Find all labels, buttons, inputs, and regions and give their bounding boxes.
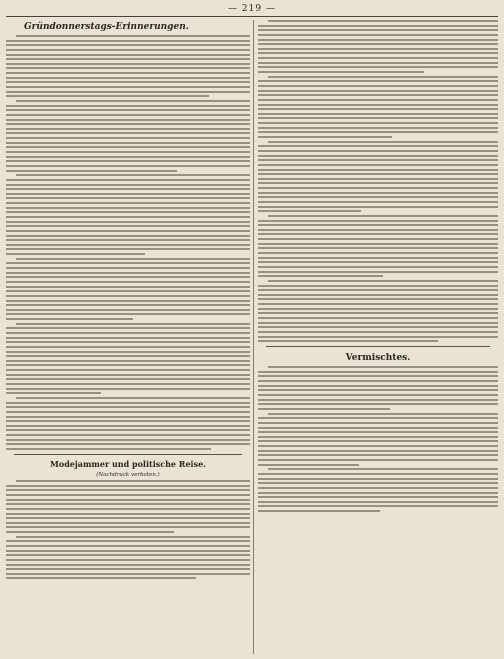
text-line bbox=[258, 496, 498, 498]
text-line bbox=[258, 238, 498, 240]
left-column bbox=[6, 20, 250, 582]
text-line bbox=[258, 289, 498, 291]
text-line bbox=[6, 207, 250, 209]
text-line bbox=[258, 285, 498, 287]
text-line bbox=[268, 141, 498, 143]
text-line bbox=[258, 182, 498, 184]
text-line bbox=[6, 360, 250, 362]
text-line bbox=[6, 411, 250, 413]
text-line bbox=[6, 239, 250, 241]
text-line bbox=[6, 499, 250, 501]
text-line bbox=[16, 258, 250, 260]
text-line bbox=[258, 436, 498, 438]
text-line bbox=[268, 215, 498, 217]
text-line bbox=[6, 54, 250, 56]
text-line bbox=[6, 554, 250, 556]
text-line bbox=[258, 326, 498, 328]
text-line bbox=[268, 413, 498, 415]
right-column bbox=[258, 20, 498, 515]
text-line bbox=[258, 243, 498, 245]
text-line bbox=[6, 485, 250, 487]
text-line bbox=[6, 202, 250, 204]
text-line bbox=[6, 341, 250, 343]
text-line bbox=[6, 156, 250, 158]
text-line bbox=[6, 146, 250, 148]
text-line bbox=[258, 266, 498, 268]
text-line bbox=[6, 439, 250, 441]
text-line bbox=[258, 417, 498, 419]
text-line bbox=[258, 169, 498, 171]
paragraph bbox=[6, 397, 250, 450]
text-line bbox=[258, 66, 498, 68]
text-line bbox=[6, 531, 174, 533]
text-line bbox=[16, 100, 250, 102]
text-line bbox=[258, 454, 498, 456]
text-line bbox=[268, 468, 498, 470]
text-line bbox=[6, 142, 250, 144]
text-line bbox=[6, 429, 250, 431]
text-line bbox=[258, 48, 498, 50]
paragraph bbox=[258, 468, 498, 512]
text-line bbox=[258, 322, 498, 324]
text-line bbox=[258, 155, 498, 157]
text-line bbox=[258, 450, 498, 452]
text-line bbox=[6, 332, 250, 334]
text-line bbox=[6, 184, 250, 186]
text-line bbox=[258, 113, 498, 115]
text-line bbox=[258, 473, 498, 475]
text-line bbox=[6, 318, 133, 320]
text-line bbox=[258, 117, 498, 119]
text-line bbox=[6, 137, 250, 139]
text-line bbox=[6, 179, 250, 181]
text-line bbox=[6, 262, 250, 264]
text-line bbox=[258, 192, 498, 194]
text-line bbox=[258, 220, 498, 222]
text-line bbox=[6, 281, 250, 283]
article-separator bbox=[14, 454, 242, 455]
text-line bbox=[258, 104, 498, 106]
text-line bbox=[6, 406, 250, 408]
text-line bbox=[258, 331, 498, 333]
text-line bbox=[6, 86, 250, 88]
text-line bbox=[258, 422, 498, 424]
text-line bbox=[6, 63, 250, 65]
article-body-continued bbox=[258, 20, 498, 342]
text-line bbox=[258, 385, 498, 387]
text-line bbox=[258, 501, 498, 503]
text-line bbox=[6, 77, 250, 79]
text-line bbox=[6, 300, 250, 302]
text-line bbox=[258, 459, 498, 461]
paragraph bbox=[258, 215, 498, 277]
text-line bbox=[6, 508, 250, 510]
text-line bbox=[6, 494, 250, 496]
text-line bbox=[6, 425, 250, 427]
text-line bbox=[6, 114, 250, 116]
text-line bbox=[258, 487, 498, 489]
text-line bbox=[6, 313, 250, 315]
text-line bbox=[16, 323, 250, 325]
text-line bbox=[6, 364, 250, 366]
text-line bbox=[6, 95, 209, 97]
text-line bbox=[6, 286, 250, 288]
text-line bbox=[258, 431, 498, 433]
text-line bbox=[6, 526, 250, 528]
text-line bbox=[6, 517, 250, 519]
paragraph bbox=[258, 141, 498, 213]
paragraph bbox=[258, 20, 498, 73]
text-line bbox=[268, 20, 498, 22]
article-body-gruendonnerstag bbox=[6, 35, 250, 450]
text-line bbox=[6, 211, 250, 213]
text-line bbox=[6, 132, 250, 134]
text-line bbox=[6, 188, 250, 190]
text-line bbox=[258, 257, 498, 259]
text-line bbox=[258, 340, 438, 342]
text-line bbox=[6, 119, 250, 121]
text-line bbox=[6, 72, 250, 74]
text-line bbox=[258, 394, 498, 396]
text-line bbox=[258, 371, 498, 373]
text-line bbox=[258, 85, 498, 87]
paragraph bbox=[6, 480, 250, 533]
text-line bbox=[6, 128, 250, 130]
text-line bbox=[258, 492, 498, 494]
text-line bbox=[258, 308, 498, 310]
paragraph bbox=[6, 100, 250, 172]
text-line bbox=[258, 224, 498, 226]
section-body-vermischtes bbox=[258, 366, 498, 512]
article-body-modejammer bbox=[6, 480, 250, 579]
text-line bbox=[258, 29, 498, 31]
text-line bbox=[6, 503, 250, 505]
text-line bbox=[16, 397, 250, 399]
text-line bbox=[258, 206, 498, 208]
text-line bbox=[6, 540, 250, 542]
text-line bbox=[6, 443, 250, 445]
text-line bbox=[258, 196, 498, 198]
text-line bbox=[6, 193, 250, 195]
text-line bbox=[258, 510, 380, 512]
text-line bbox=[258, 39, 498, 41]
text-line bbox=[258, 312, 498, 314]
text-line bbox=[258, 275, 383, 277]
text-line bbox=[258, 298, 498, 300]
text-line bbox=[258, 399, 498, 401]
text-line bbox=[6, 221, 250, 223]
text-line bbox=[268, 366, 498, 368]
text-line bbox=[6, 573, 250, 575]
text-line bbox=[258, 99, 498, 101]
text-line bbox=[268, 280, 498, 282]
text-line bbox=[258, 94, 498, 96]
text-line bbox=[258, 294, 498, 296]
text-line bbox=[6, 160, 250, 162]
text-line bbox=[6, 545, 250, 547]
text-line bbox=[6, 420, 250, 422]
text-line bbox=[16, 174, 250, 176]
text-line bbox=[6, 123, 250, 125]
text-line bbox=[6, 165, 250, 167]
text-line bbox=[6, 49, 250, 51]
text-line bbox=[6, 91, 250, 93]
text-line bbox=[6, 448, 211, 450]
text-line bbox=[6, 225, 250, 227]
text-line bbox=[6, 559, 250, 561]
text-line bbox=[6, 276, 250, 278]
text-line bbox=[6, 374, 250, 376]
text-line bbox=[258, 375, 498, 377]
text-line bbox=[6, 351, 250, 353]
text-line bbox=[16, 536, 250, 538]
text-line bbox=[258, 145, 498, 147]
text-line bbox=[258, 427, 498, 429]
paragraph bbox=[6, 258, 250, 320]
text-line bbox=[6, 392, 101, 394]
text-line bbox=[6, 383, 250, 385]
paragraph bbox=[258, 76, 498, 138]
text-line bbox=[6, 81, 250, 83]
text-line bbox=[6, 355, 250, 357]
text-line bbox=[6, 434, 250, 436]
page-number: — 219 — bbox=[228, 4, 276, 14]
text-line bbox=[6, 489, 250, 491]
text-line bbox=[258, 229, 498, 231]
text-line bbox=[6, 550, 250, 552]
text-line bbox=[258, 187, 498, 189]
text-line bbox=[16, 35, 250, 37]
text-line bbox=[258, 271, 498, 273]
text-line bbox=[258, 464, 359, 466]
text-line bbox=[258, 482, 498, 484]
text-line bbox=[258, 380, 498, 382]
text-line bbox=[6, 577, 196, 579]
text-line bbox=[6, 235, 250, 237]
text-line bbox=[6, 416, 250, 418]
text-line bbox=[258, 43, 498, 45]
text-line bbox=[258, 201, 498, 203]
text-line bbox=[6, 304, 250, 306]
text-line bbox=[258, 317, 498, 319]
text-line bbox=[258, 252, 498, 254]
section-heading-vermischtes: Vermischtes. bbox=[345, 353, 411, 364]
text-line bbox=[258, 108, 498, 110]
text-line bbox=[258, 247, 498, 249]
text-line bbox=[6, 109, 250, 111]
paragraph bbox=[6, 35, 250, 97]
text-line bbox=[258, 127, 498, 129]
text-line bbox=[6, 402, 250, 404]
text-line bbox=[258, 445, 498, 447]
text-line bbox=[6, 170, 177, 172]
paragraph bbox=[6, 536, 250, 580]
text-line bbox=[6, 40, 250, 42]
text-line bbox=[258, 233, 498, 235]
text-line bbox=[6, 327, 250, 329]
text-line bbox=[6, 568, 250, 570]
text-line bbox=[258, 505, 498, 507]
text-line bbox=[6, 105, 250, 107]
text-line bbox=[6, 564, 250, 566]
text-line bbox=[258, 210, 361, 212]
text-line bbox=[258, 122, 498, 124]
text-line bbox=[258, 136, 392, 138]
paragraph bbox=[6, 174, 250, 255]
text-line bbox=[258, 25, 498, 27]
column-gutter bbox=[253, 20, 254, 654]
top-rule bbox=[6, 16, 498, 17]
text-line bbox=[6, 346, 250, 348]
text-line bbox=[6, 216, 250, 218]
paragraph bbox=[258, 413, 498, 466]
text-line bbox=[6, 44, 250, 46]
paragraph bbox=[6, 323, 250, 395]
text-line bbox=[6, 290, 250, 292]
text-line bbox=[258, 178, 498, 180]
text-line bbox=[6, 267, 250, 269]
text-line bbox=[6, 230, 250, 232]
text-line bbox=[6, 248, 250, 250]
text-line bbox=[6, 309, 250, 311]
text-line bbox=[258, 150, 498, 152]
text-line bbox=[258, 440, 498, 442]
text-line bbox=[6, 244, 250, 246]
text-line bbox=[268, 76, 498, 78]
text-line bbox=[258, 34, 498, 36]
article-heading-modejammer: Modejammer und politische Reise. bbox=[50, 459, 206, 470]
text-line bbox=[6, 58, 250, 60]
text-line bbox=[258, 90, 498, 92]
text-line bbox=[6, 67, 250, 69]
text-line bbox=[258, 80, 498, 82]
text-line bbox=[258, 303, 498, 305]
section-separator bbox=[266, 346, 490, 347]
text-line bbox=[258, 336, 498, 338]
paragraph bbox=[258, 366, 498, 410]
reprint-note: (Nachdruck verboten.) bbox=[96, 472, 160, 479]
text-line bbox=[258, 173, 498, 175]
text-line bbox=[258, 62, 498, 64]
text-line bbox=[6, 378, 250, 380]
text-line bbox=[258, 57, 498, 59]
text-line bbox=[258, 261, 498, 263]
text-line bbox=[16, 480, 250, 482]
text-line bbox=[6, 272, 250, 274]
text-line bbox=[6, 295, 250, 297]
text-line bbox=[6, 369, 250, 371]
text-line bbox=[6, 197, 250, 199]
text-line bbox=[6, 522, 250, 524]
text-line bbox=[6, 388, 250, 390]
paragraph bbox=[258, 280, 498, 342]
text-line bbox=[258, 408, 390, 410]
text-line bbox=[258, 389, 498, 391]
text-line bbox=[258, 52, 498, 54]
text-line bbox=[258, 71, 424, 73]
text-line bbox=[6, 151, 250, 153]
text-line bbox=[6, 513, 250, 515]
text-line bbox=[6, 337, 250, 339]
text-line bbox=[258, 159, 498, 161]
text-line bbox=[258, 131, 498, 133]
text-line bbox=[258, 164, 498, 166]
text-line bbox=[258, 478, 498, 480]
text-line bbox=[258, 403, 498, 405]
article-heading-gruendonnerstag: Gründonnerstags-Erinnerungen. bbox=[24, 22, 189, 32]
text-line bbox=[6, 253, 145, 255]
